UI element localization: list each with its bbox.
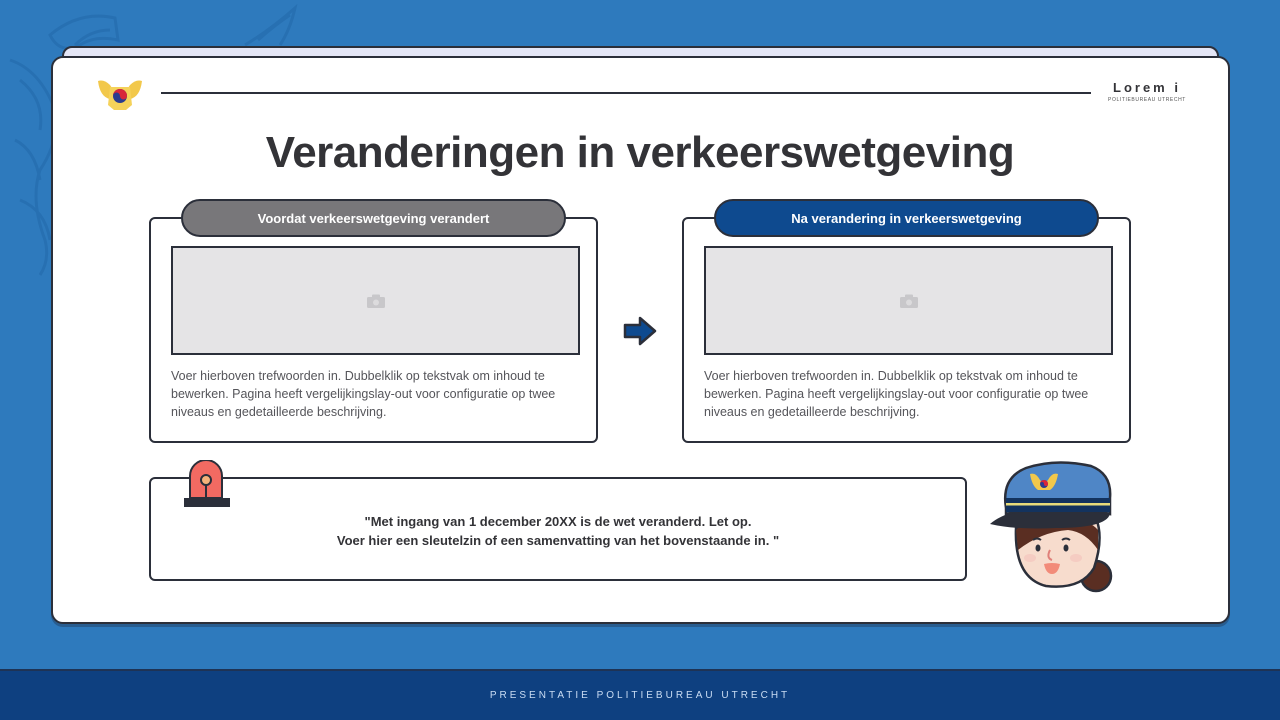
arrow-right-icon — [623, 316, 657, 346]
camera-icon — [900, 294, 918, 308]
page-title: Veranderingen in verkeerswetgeving — [265, 128, 1015, 177]
after-image-placeholder[interactable] — [704, 246, 1113, 355]
camera-icon — [367, 294, 385, 308]
before-panel — [149, 217, 598, 443]
after-panel — [682, 217, 1131, 443]
quote-text — [151, 512, 965, 550]
footer-text: PRESENTATIE POLITIEBUREAU UTRECHT — [489, 690, 791, 701]
siren-icon — [182, 460, 232, 510]
before-description[interactable]: Voer hierboven trefwoorden in. Dubbelklik op tekstvak om inhoud te bewerken. Pagina heeft vergelijkingslay-out voor configuratie op twee niveaus en gedetailleerde beschrijving. — [171, 369, 556, 419]
before-image-placeholder[interactable] — [171, 246, 580, 355]
police-badge-icon — [96, 77, 144, 111]
brand-block — [1104, 80, 1190, 103]
brand-title: Lorem i — [1113, 80, 1181, 95]
quote-line-2: Voer hier een sleutelzin of een samenvatting van het bovenstaande in. " — [336, 533, 780, 548]
header-divider — [161, 92, 1091, 94]
before-heading-pill: Voordat verkeerswetgeving verandert — [181, 199, 566, 237]
after-description[interactable]: Voer hierboven trefwoorden in. Dubbelklik op tekstvak om inhoud te bewerken. Pagina heeft vergelijkingslay-out voor configuratie op twee niveaus en gedetailleerde beschrijving. — [704, 369, 1089, 419]
brand-subtitle: POLITIEBUREAU UTRECHT — [1108, 97, 1186, 103]
quote-line-1: "Met ingang van 1 december 20XX is de wet veranderd. Let op. — [364, 514, 752, 529]
after-heading-pill: Na verandering in verkeerswetgeving — [714, 199, 1099, 237]
police-officer-icon — [986, 458, 1116, 598]
quote-box[interactable] — [149, 477, 967, 581]
footer-bar — [0, 669, 1280, 720]
